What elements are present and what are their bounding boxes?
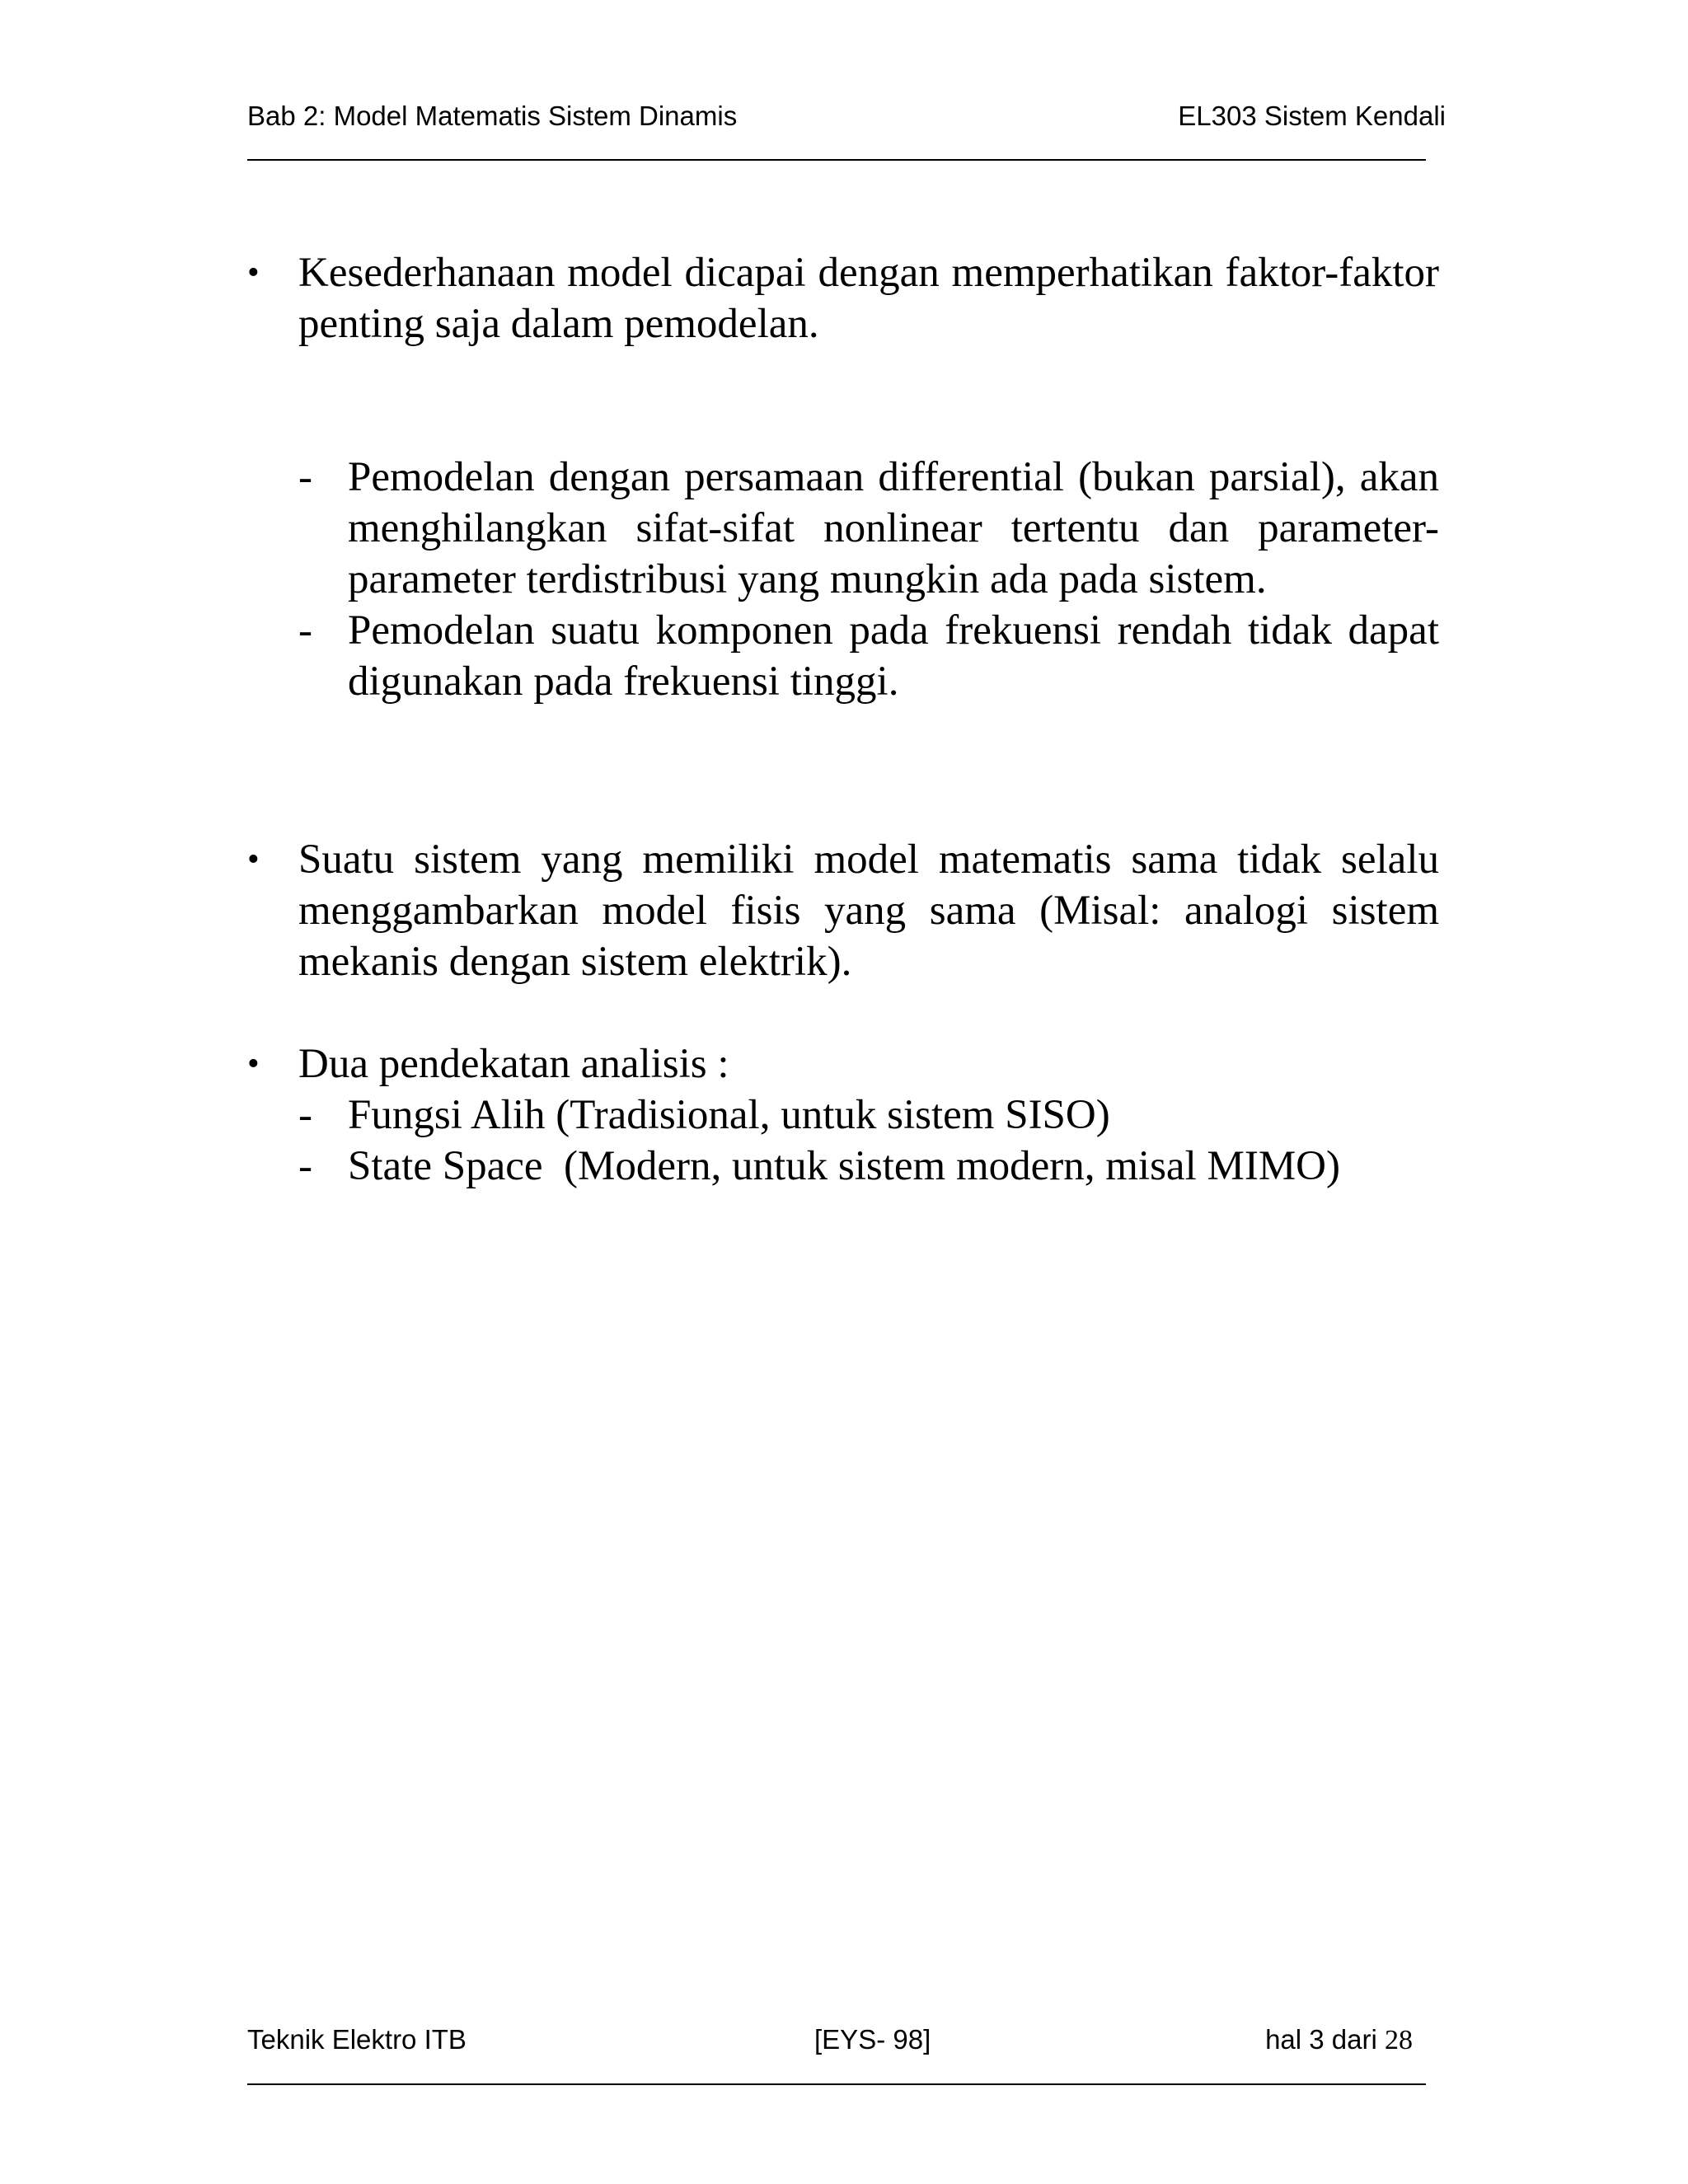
page-total: 28 (1385, 2025, 1413, 2055)
sub-item-text: Fungsi Alih (Tradisional, untuk sistem SISO) (348, 1092, 1110, 1138)
dash-marker: - (298, 1092, 312, 1138)
bullet-marker: • (247, 1045, 260, 1083)
header-chapter-title: Bab 2: Model Matematis Sistem Dinamis (247, 101, 738, 131)
footer-institution: Teknik Elektro ITB (247, 2024, 467, 2055)
bullet-item (247, 247, 1439, 349)
page-header (247, 94, 1446, 137)
sub-item-text: State Space (Modern, untuk sistem modern, misal MIMO) (348, 1143, 1340, 1189)
page-number (1265, 2024, 1413, 2056)
sub-list (298, 452, 1439, 707)
dash-marker: - (298, 1143, 312, 1189)
sub-item (298, 1141, 1439, 1192)
bullet-text: Dua pendekatan analisis : (298, 1041, 729, 1087)
bullet-marker: • (247, 841, 260, 879)
page-number-label: hal 3 dari (1265, 2024, 1385, 2055)
header-rule (247, 159, 1426, 161)
bullet-text: Kesederhanaan model dicapai dengan memperhatikan faktor-faktor penting saja dalam pemodelan. (298, 250, 1439, 347)
sub-list (298, 1090, 1439, 1192)
dash-marker: - (298, 454, 312, 500)
bullet-item (247, 1038, 1439, 1090)
sub-item (298, 1090, 1439, 1141)
sub-item (298, 452, 1439, 605)
header-course-title: EL303 Sistem Kendali (1178, 101, 1446, 131)
sub-item-text: Pemodelan suatu komponen pada frekuensi rendah tidak dapat digunakan pada frekuensi tinggi. (348, 607, 1439, 705)
footer-reference: [EYS- 98] (814, 2024, 931, 2055)
bullet-text: Suatu sistem yang memiliki model matematis sama tidak selalu menggambarkan model fisis yang sama (Misal: analogi sistem mekanis dengan sistem elektrik). (298, 837, 1439, 985)
sub-item (298, 605, 1439, 707)
dash-marker: - (298, 607, 312, 654)
bullet-marker: • (247, 254, 260, 292)
sub-item-text: Pemodelan dengan persamaan differential (bukan parsial), akan menghilangkan sifat-sifat nonlinear tertentu dan parameter-parameter terdistribusi yang mungkin ada pada sistem. (348, 454, 1439, 602)
page-footer (247, 2021, 1426, 2064)
footer-rule (247, 2083, 1426, 2085)
page-body (247, 247, 1439, 1192)
bullet-item (247, 834, 1439, 987)
